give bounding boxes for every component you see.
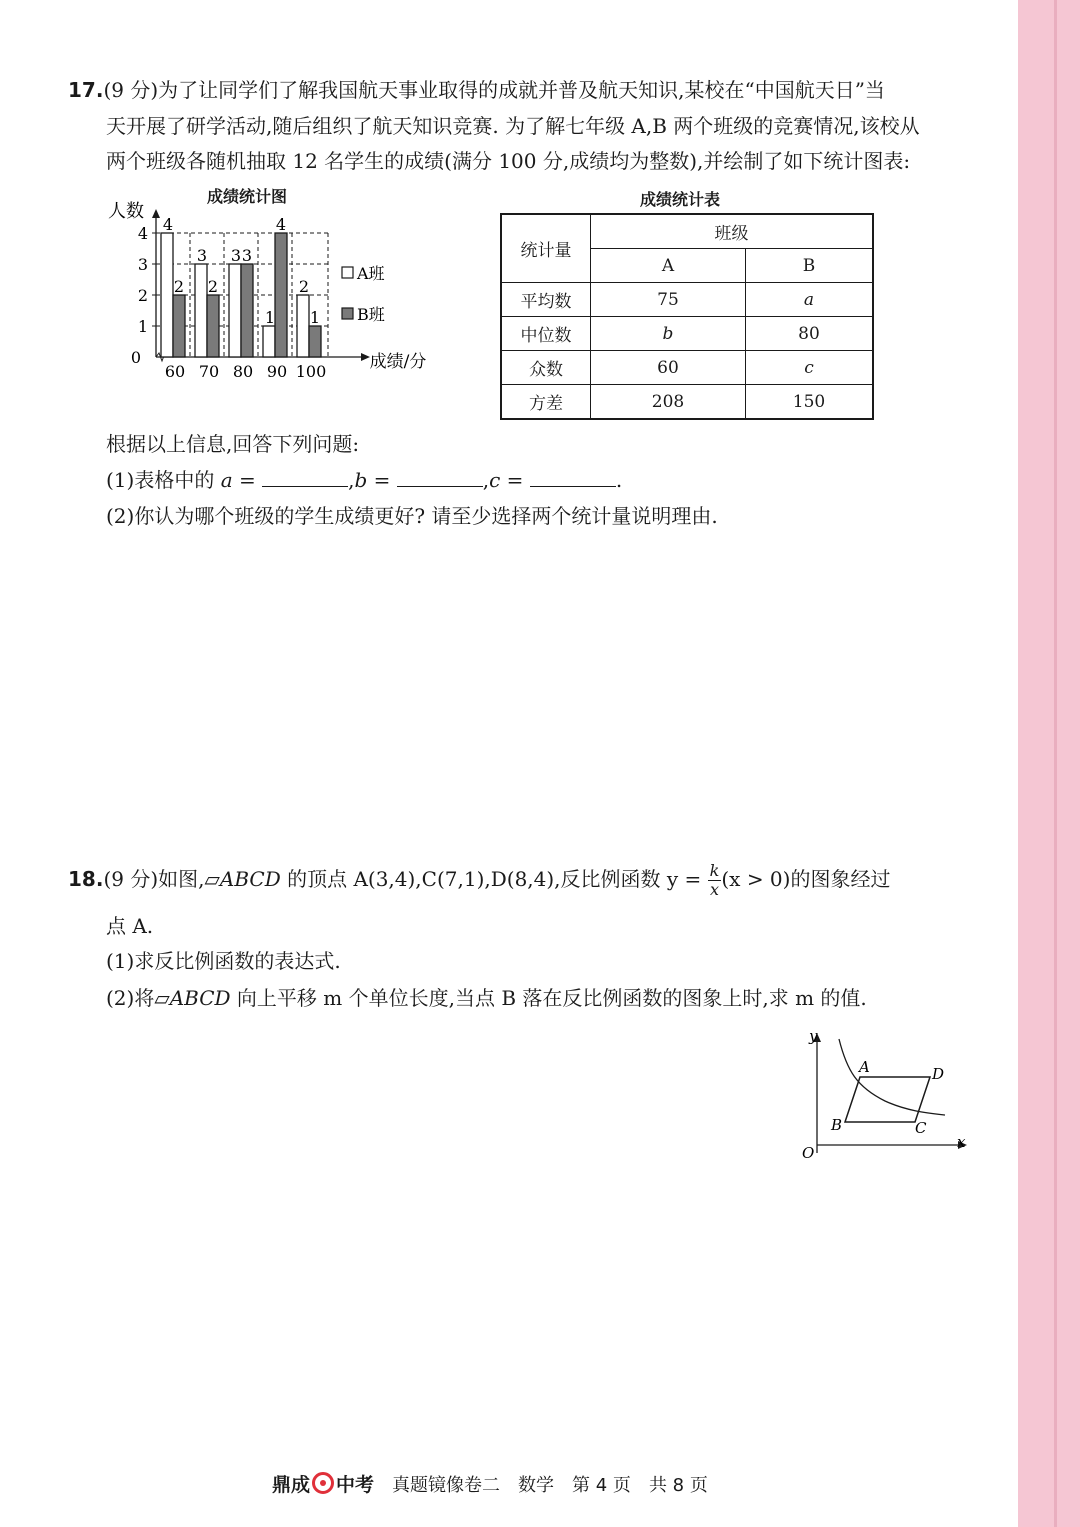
brand-logo-icon — [312, 1472, 334, 1494]
parallelogram-figure — [795, 1025, 975, 1160]
page-footer: 鼎成 中考 真题镜像卷二 数学 第 4 页 共 8 页 — [272, 1474, 708, 1496]
table-row: 平均数 75 a — [501, 283, 873, 317]
bar-a-value-label: 1 — [264, 308, 276, 327]
bar-b — [275, 233, 287, 357]
k-over-x-fraction: $\frac{k}{x}$ — [709, 861, 720, 899]
legend-a-swatch — [342, 267, 353, 278]
table-corner: 统计量 — [501, 214, 591, 283]
bar-b — [241, 264, 253, 357]
bar-a — [195, 264, 207, 357]
table-row: 中位数 b 80 — [501, 317, 873, 351]
legend-b-swatch — [342, 308, 353, 319]
y-axis-label: y — [809, 1027, 818, 1045]
origin-label: O — [802, 1144, 815, 1162]
table-title: 成绩统计表 — [640, 190, 721, 209]
bar-b-value-label: 4 — [275, 215, 287, 234]
q17-number: 17. — [68, 78, 104, 102]
origin-label: 0 — [130, 348, 142, 367]
x-tick-label: 70 — [198, 362, 220, 381]
q18-part1: (1)求反比例函数的表达式. — [106, 949, 341, 973]
q17-line1: 17.(9 分)为了让同学们了解我国航天事业取得的成就并普及航天知识,某校在“中国航天日”当 — [68, 78, 885, 102]
q17-part2: (2)你认为哪个班级的学生成绩更好? 请至少选择两个统计量说明理由. — [106, 504, 718, 528]
bar-a — [161, 233, 173, 357]
x-tick-label: 80 — [232, 362, 254, 381]
bar-a-value-label: 4 — [162, 215, 174, 234]
bar-b-value-label: 2 — [173, 277, 185, 296]
table-col-b: B — [746, 249, 874, 283]
legend-a-label: A班 — [357, 264, 385, 283]
q17-line2: 天开展了研学活动,随后组织了航天知识竞赛. 为了解七年级 A,B 两个班级的竞赛情况,该校从 — [106, 114, 920, 138]
q18-line2: 点 A. — [106, 914, 154, 938]
point-a-label: A — [859, 1058, 870, 1076]
parallelogram-abcd — [845, 1077, 930, 1122]
bar-b — [309, 326, 321, 357]
score-bar-chart — [100, 201, 427, 390]
bar-b — [207, 295, 219, 357]
bar-b-value-label: 3 — [241, 246, 253, 265]
y-tick-label: 1 — [137, 317, 148, 336]
q17-line3: 两个班级各随机抽取 12 名学生的成绩(满分 100 分,成绩均为整数),并绘制了如下统计图表: — [106, 149, 911, 173]
q18-number: 18. — [68, 867, 104, 891]
y-axis-arrow-icon — [152, 209, 160, 218]
q18-part2: (2)将▱ABCD 向上平移 m 个单位长度,当点 B 落在反比例函数的图象上时,求 m 的值. — [106, 986, 867, 1010]
bar-b-value-label: 2 — [207, 277, 219, 296]
point-b-label: B — [831, 1116, 843, 1134]
q17-intro: 根据以上信息,回答下列问题: — [106, 432, 360, 456]
x-tick-label: 90 — [266, 362, 288, 381]
x-axis-label: 成绩/分 — [369, 352, 427, 372]
y-axis-label: 人数 — [108, 201, 144, 222]
q17-part1: (1)表格中的 a = ,b = ,c = . — [106, 468, 623, 492]
table-col-a: A — [591, 249, 746, 283]
page-edge-strip — [1018, 0, 1080, 1527]
legend-b-label: B班 — [357, 305, 385, 324]
point-c-label: C — [915, 1119, 927, 1137]
bar-b-value-label: 1 — [309, 308, 321, 327]
x-tick-label: 60 — [164, 362, 186, 381]
bar-a-value-label: 3 — [230, 246, 242, 265]
x-tick-label: 100 — [295, 362, 327, 381]
bar-a — [229, 264, 241, 357]
bar-b — [173, 295, 185, 357]
table-row: 众数 60 c — [501, 351, 873, 385]
answer-blank-b[interactable] — [397, 468, 483, 487]
y-tick-label: 2 — [137, 286, 148, 305]
x-axis-label: x — [957, 1133, 966, 1151]
bar-a — [263, 326, 275, 357]
answer-blank-a[interactable] — [262, 468, 348, 487]
point-d-label: D — [932, 1065, 945, 1083]
stats-table — [500, 213, 874, 420]
table-row: 方差 208 150 — [501, 385, 873, 420]
table-group-header: 班级 — [591, 214, 874, 249]
answer-blank-c[interactable] — [530, 468, 616, 487]
y-tick-label: 3 — [137, 255, 148, 274]
bar-a-value-label: 3 — [196, 246, 208, 265]
y-tick-label: 4 — [137, 224, 148, 243]
chart-title: 成绩统计图 — [207, 187, 288, 206]
bar-a — [297, 295, 309, 357]
page-edge-line — [1054, 0, 1057, 1527]
bar-a-value-label: 2 — [298, 277, 310, 296]
q18-line1: 18.(9 分)如图,▱ABCD 的顶点 A(3,4),C(7,1),D(8,4),反比例函数 y = $\frac{k}{x}$ (x > 0)的图象经过 — [68, 861, 891, 899]
